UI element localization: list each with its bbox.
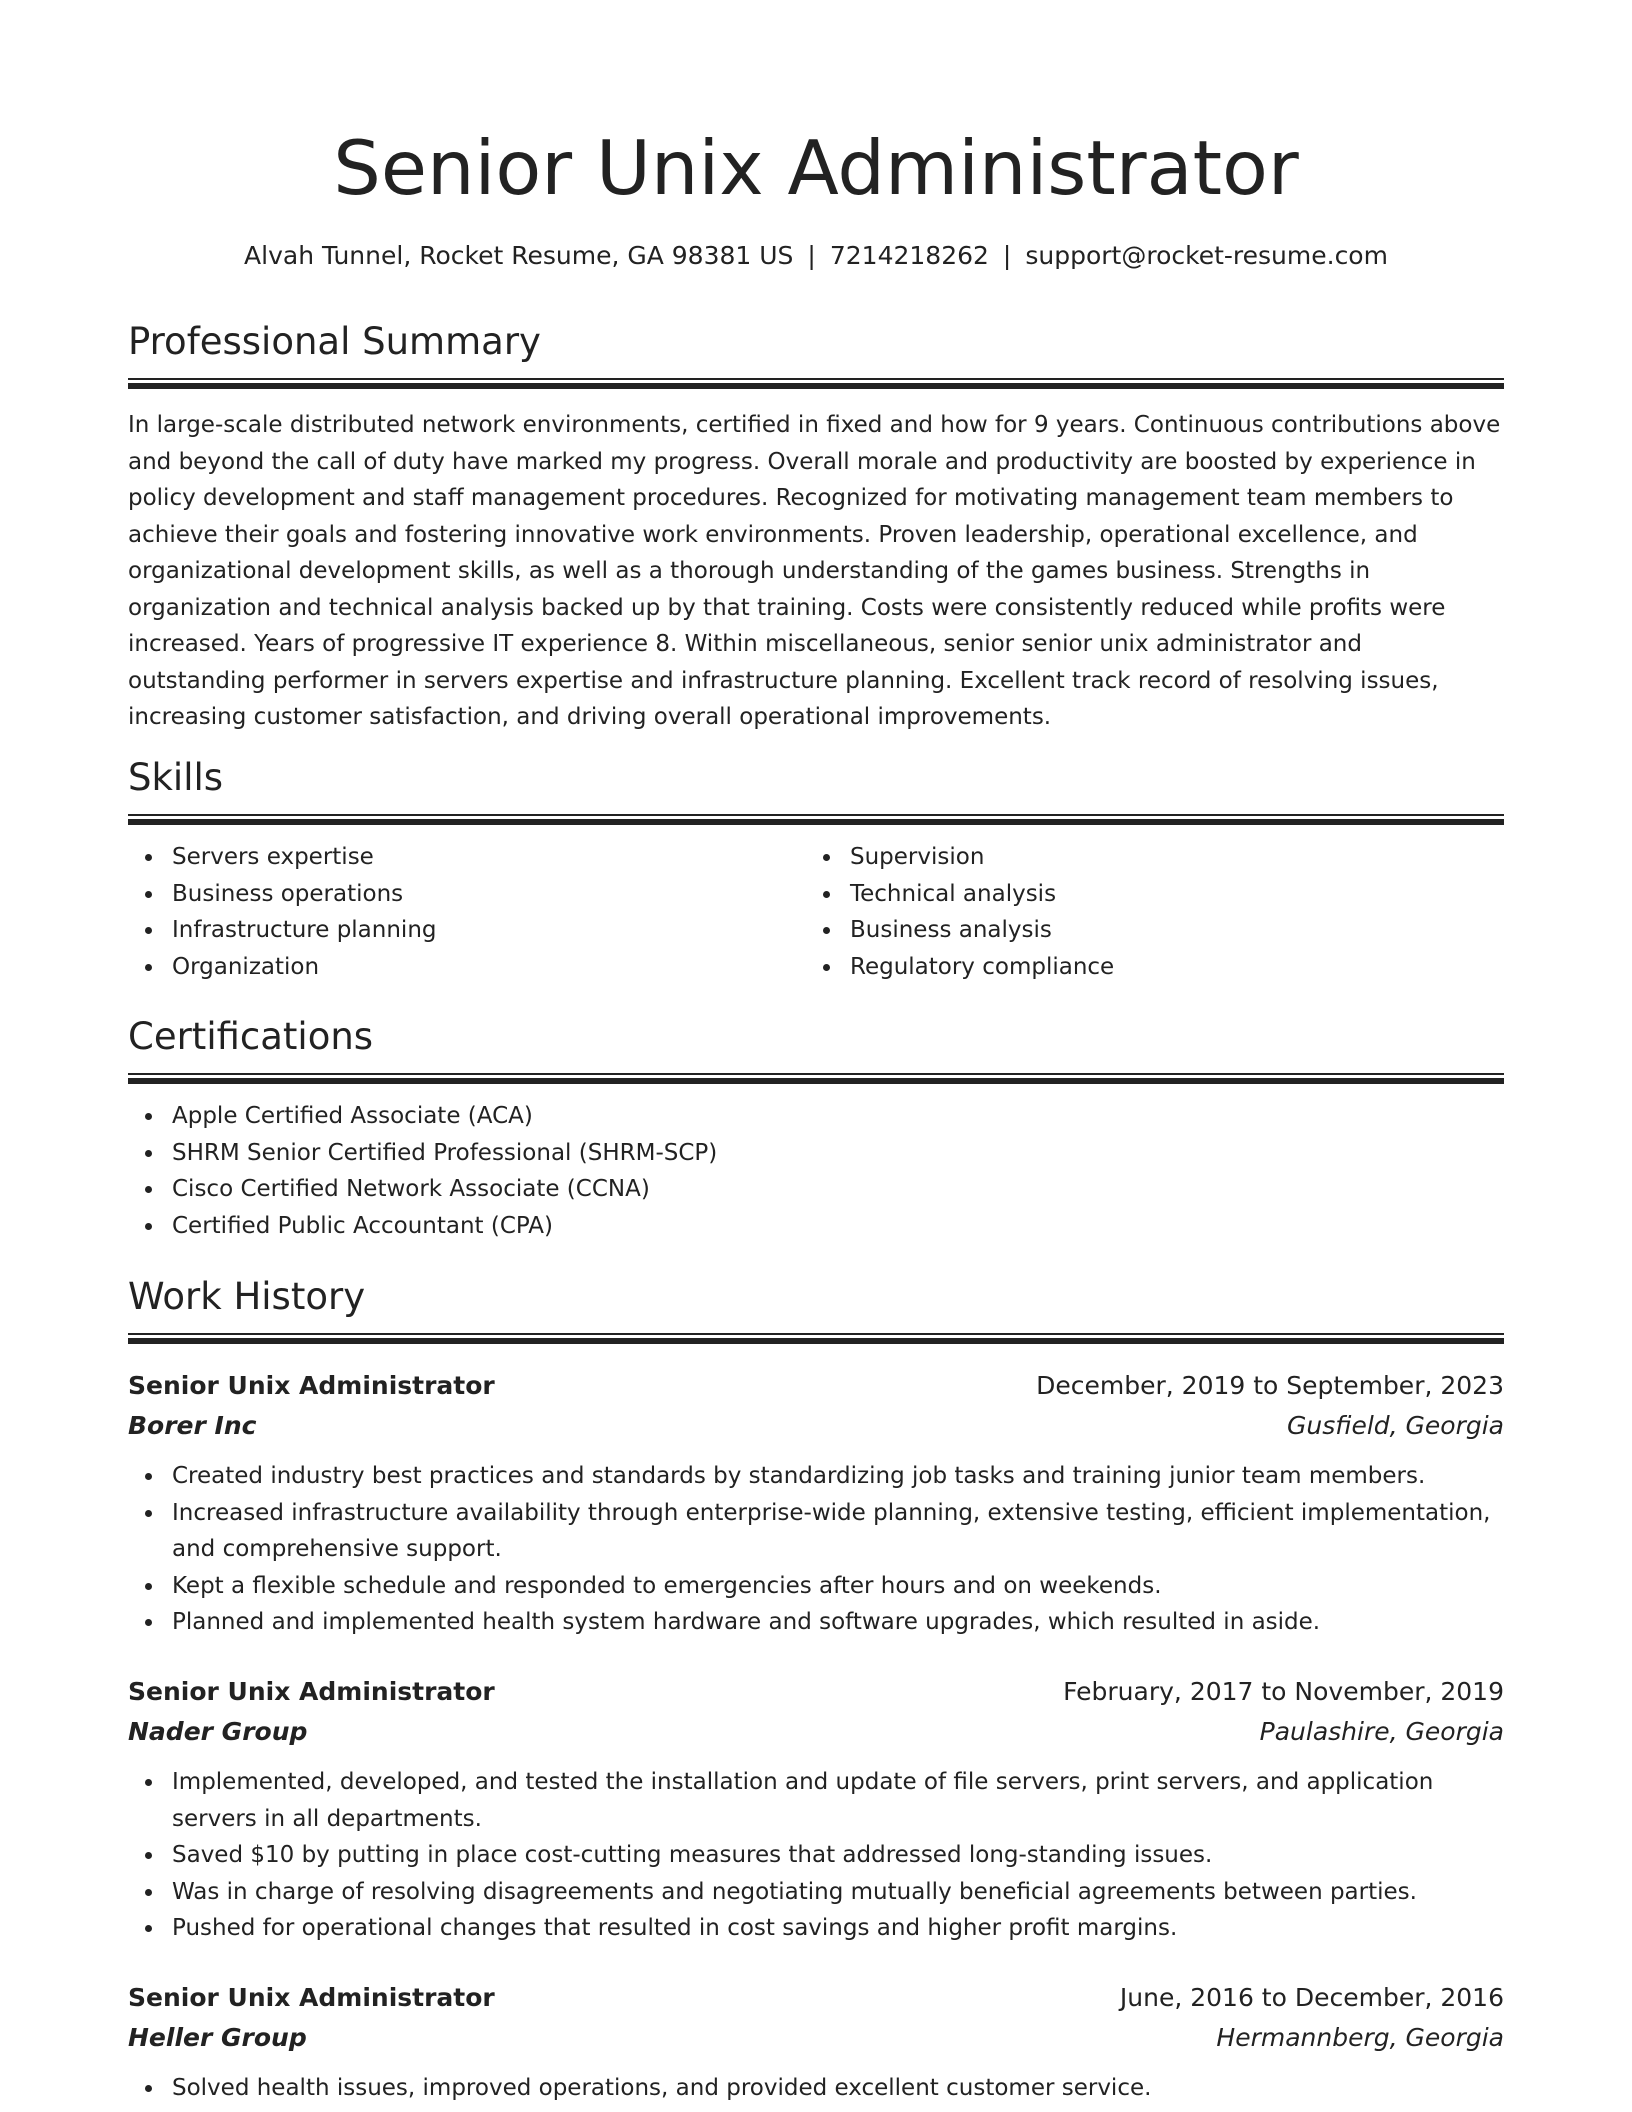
- job-bullet: [128, 1910, 1504, 1947]
- job-bullet: [128, 1837, 1504, 1874]
- resume-title: Senior Unix Administrator: [333, 124, 1299, 212]
- job-bullets: [128, 2070, 1504, 2107]
- job-dates: June, 2016 to December, 2016: [1119, 1983, 1504, 2012]
- summary-line: and beyond the call of duty have marked my progress. Overall morale and productivity are boosted by experience in: [128, 448, 1476, 475]
- job-entry: [128, 1672, 1504, 1947]
- skill-item: Business operations: [128, 876, 806, 913]
- skills-grid: [128, 839, 1504, 985]
- job-location: Gusfield, Georgia: [1287, 1411, 1504, 1440]
- skills-section: [128, 754, 1504, 985]
- job-location: Paulashire, Georgia: [1259, 1717, 1504, 1746]
- section-divider: [128, 814, 1504, 825]
- job-company-row: [128, 2018, 1504, 2058]
- job-bullet-line: Saved $10 by putting in place cost-cutting measures that addressed long-standing issues.: [172, 1842, 1213, 1868]
- job-bullet-line: Planned and implemented health system hardware and software upgrades, which resulted in aside.: [172, 1609, 1321, 1635]
- skills-column-left: [128, 839, 806, 985]
- job-dates: February, 2017 to November, 2019: [1063, 1677, 1504, 1706]
- job-bullet: [128, 2070, 1504, 2107]
- job-bullet-line: Pushed for operational changes that resulted in cost savings and higher profit margins.: [172, 1915, 1178, 1941]
- section-heading-work-history: Work History: [128, 1275, 366, 1318]
- job-company-row: [128, 1406, 1504, 1446]
- contact-email: support@rocket-resume.com: [1025, 241, 1388, 270]
- contact-separator: |: [807, 241, 816, 270]
- skill-item: Supervision: [806, 839, 1484, 876]
- certifications-section: [128, 1013, 1504, 1244]
- job-entry: [128, 1978, 1504, 2107]
- summary-line: achieve their goals and fostering innovative work environments. Proven leadership, operational excellence, and: [128, 521, 1418, 548]
- job-header-row: [128, 1978, 1504, 2018]
- job-bullet: [128, 1458, 1504, 1495]
- job-bullets: [128, 1458, 1504, 1641]
- job-bullet: [128, 1568, 1504, 1605]
- summary-section: [128, 318, 1504, 736]
- job-company: Heller Group: [128, 2023, 307, 2052]
- job-bullet-line: Solved health issues, improved operations, and provided excellent customer service.: [172, 2075, 1152, 2101]
- skill-item: Servers expertise: [128, 839, 806, 876]
- summary-line: increased. Years of progressive IT experience 8. Within miscellaneous, senior senior unix administrator and: [128, 631, 1362, 657]
- summary-text: [128, 407, 1504, 736]
- skill-item: Organization: [128, 949, 806, 986]
- skills-column-right: [806, 839, 1484, 985]
- contact-phone: 7214218262: [829, 241, 989, 270]
- section-divider: [128, 1333, 1504, 1344]
- job-bullet: [128, 1764, 1504, 1837]
- skill-item: Technical analysis: [806, 876, 1484, 913]
- job-location: Hermannberg, Georgia: [1216, 2023, 1504, 2052]
- contact-line: [128, 238, 1504, 274]
- summary-line: outstanding performer in servers expertise and infrastructure planning. Excellent track record of resolving issues,: [128, 667, 1439, 694]
- certification-item: Apple Certified Associate (ACA): [128, 1098, 1504, 1135]
- section-heading-certifications: Certifications: [128, 1015, 374, 1058]
- job-bullet-line: Increased infrastructure availability through enterprise-wide planning, extensive testing, efficient implementation,: [172, 1499, 1491, 1526]
- job-company: Nader Group: [128, 1717, 308, 1746]
- job-bullet-line: and comprehensive support.: [172, 1536, 502, 1562]
- job-company: Borer Inc: [128, 1411, 257, 1440]
- section-heading-skills: Skills: [128, 756, 224, 799]
- job-entry: [128, 1366, 1504, 1641]
- job-bullet-line: Kept a flexible schedule and responded to emergencies after hours and on weekends.: [172, 1572, 1162, 1599]
- job-header-row: [128, 1366, 1504, 1406]
- summary-line: In large-scale distributed network environments, certified in fixed and how for 9 years. Continuous contributions above: [128, 412, 1501, 438]
- job-title: Senior Unix Administrator: [128, 1677, 495, 1706]
- skill-item: Regulatory compliance: [806, 949, 1484, 986]
- job-title: Senior Unix Administrator: [128, 1983, 495, 2012]
- certification-item: Cisco Certified Network Associate (CCNA): [128, 1171, 1504, 1208]
- contact-address: Alvah Tunnel, Rocket Resume, GA 98381 US: [244, 241, 794, 270]
- contact-separator: |: [1002, 241, 1012, 270]
- certification-item: Certified Public Accountant (CPA): [128, 1208, 1504, 1245]
- skill-item: Infrastructure planning: [128, 912, 806, 949]
- section-heading-summary: Professional Summary: [128, 320, 541, 363]
- work-history-section: [128, 1273, 1504, 1344]
- summary-line: organizational development skills, as well as a thorough understanding of the games business. Strengths in: [128, 558, 1371, 584]
- job-bullet-line: Implemented, developed, and tested the installation and update of file servers, print servers, and application: [172, 1769, 1434, 1795]
- certification-item: SHRM Senior Certified Professional (SHRM-SCP): [128, 1135, 1504, 1172]
- job-dates: December, 2019 to September, 2023: [1036, 1371, 1504, 1400]
- section-divider: [128, 1073, 1504, 1084]
- job-company-row: [128, 1712, 1504, 1752]
- job-bullet: [128, 1495, 1504, 1568]
- skill-item: Business analysis: [806, 912, 1484, 949]
- certifications-list: [128, 1098, 1504, 1244]
- job-header-row: [128, 1672, 1504, 1712]
- section-divider: [128, 378, 1504, 389]
- summary-line: policy development and staff management procedures. Recognized for motivating management team members to: [128, 485, 1454, 511]
- summary-line: increasing customer satisfaction, and driving overall operational improvements.: [128, 704, 1052, 730]
- job-bullet-line: servers in all departments.: [172, 1805, 482, 1832]
- summary-line: organization and technical analysis backed up by that training. Costs were consistently reduced while profits were: [128, 594, 1446, 621]
- job-bullet: [128, 1604, 1504, 1641]
- job-bullets: [128, 1764, 1504, 1947]
- job-title: Senior Unix Administrator: [128, 1371, 495, 1400]
- job-bullet-line: Created industry best practices and standards by standardizing job tasks and training junior team members.: [172, 1463, 1426, 1489]
- job-bullet-line: Was in charge of resolving disagreements and negotiating mutually beneficial agreements between parties.: [172, 1878, 1417, 1905]
- job-bullet: [128, 1874, 1504, 1911]
